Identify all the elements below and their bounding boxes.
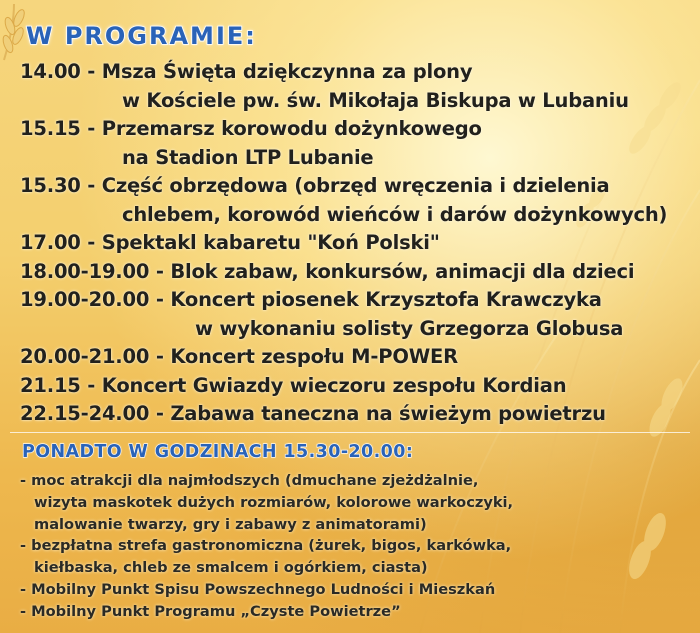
program-line: 15.30 - Część obrzędowa (obrzęd wręczenia i dzielenia <box>20 174 610 197</box>
extras-line: - moc atrakcji dla najmłodszych (dmuchane zjeżdżalnie, <box>20 472 479 489</box>
program-list <box>20 58 695 429</box>
program-line: w wykonaniu solisty Grzegorza Globusa <box>195 316 624 340</box>
extras-list <box>20 470 690 623</box>
program-line: 21.15 - Koncert Gwiazdy wieczoru zespołu Kordian <box>20 373 567 397</box>
program-line: chlebem, korowód wieńców i darów dożynkowych) <box>122 202 668 226</box>
extras-line: - bezpłatna strefa gastronomiczna (żurek, bigos, karkówka, <box>20 537 512 555</box>
extras-line: - Mobilny Punkt Spisu Powszechnego Ludności i Mieszkań <box>20 580 496 598</box>
program-line: 20.00-21.00 - Koncert zespołu M-POWER <box>20 345 458 368</box>
program-line: 22.15-24.00 - Zabawa taneczna na świeżym powietrzu <box>20 402 606 425</box>
extras-heading: PONADTO W GODZINACH 15.30-20.00: <box>22 442 414 462</box>
program-line: w Kościele pw. św. Mikołaja Biskupa w Lubaniu <box>122 88 629 112</box>
program-heading: W PROGRAMIE: <box>26 22 257 50</box>
wheat-ear-icon <box>1 4 26 60</box>
extras-line: wizyta maskotek dużych rozmiarów, kolorowe warkoczyki, <box>34 493 514 511</box>
program-line: 19.00-20.00 - Koncert piosenek Krzysztofa Krawczyka <box>20 288 602 311</box>
section-divider <box>10 432 690 433</box>
program-line: 15.15 - Przemarsz korowodu dożynkowego <box>20 117 482 140</box>
program-line: 14.00 - Msza Święta dziękczynna za plony <box>20 60 473 83</box>
program-line: na Stadion LTP Lubanie <box>122 145 374 169</box>
extras-line: kiełbaska, chleb ze smalcem i ogórkiem, ciasta) <box>34 559 428 577</box>
extras-line: malowanie twarzy, gry i zabawy z animatorami) <box>34 515 427 533</box>
program-line: 18.00-19.00 - Blok zabaw, konkursów, animacji dla dzieci <box>20 259 635 283</box>
extras-line: - Mobilny Punkt Programu „Czyste Powietrze” <box>20 602 401 620</box>
program-line: 17.00 - Spektakl kabaretu "Koń Polski" <box>20 231 440 254</box>
